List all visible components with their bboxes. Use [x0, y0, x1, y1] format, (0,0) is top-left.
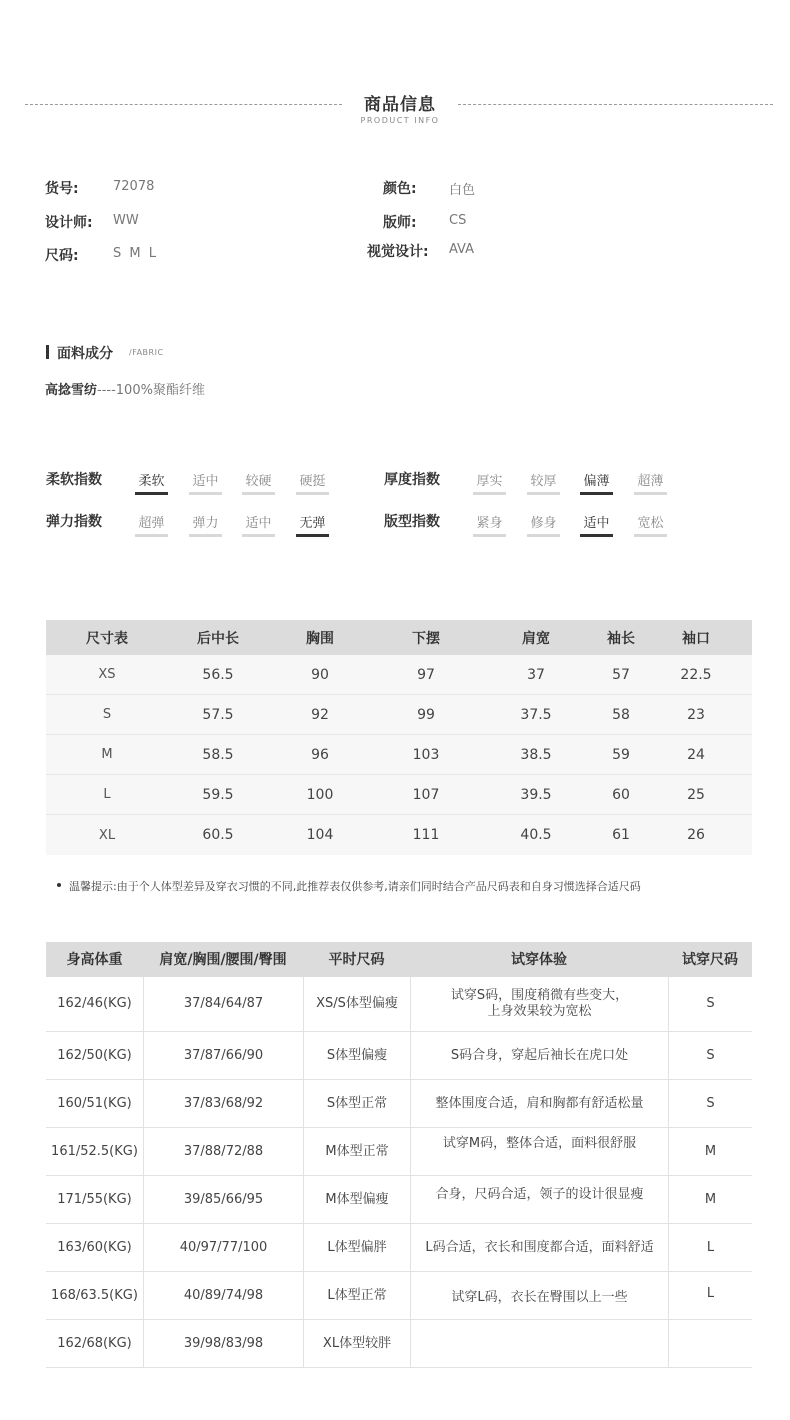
bullet-icon — [57, 883, 61, 887]
table-cell: 171/55(KG) — [57, 1191, 132, 1207]
table-cell: XS — [98, 667, 116, 682]
table-row — [46, 1032, 752, 1080]
table-cell: 39.5 — [520, 786, 552, 803]
info-label-size: 尺码: — [45, 248, 79, 264]
fit-option-tight: 紧身 — [473, 512, 506, 537]
fit-option-slim: 修身 — [527, 512, 560, 537]
table-cell: 60 — [612, 786, 630, 803]
fitting-comment-line: 试穿S码，围度稍微有些变大， — [450, 988, 629, 1003]
table-cell: 40/89/74/98 — [143, 1272, 303, 1319]
table-cell: S — [668, 977, 752, 1031]
table-cell: M — [101, 747, 113, 762]
table-cell: 59 — [612, 746, 630, 763]
info-label-visual-design: 视觉设计: — [367, 244, 429, 260]
table-cell: 92 — [311, 706, 329, 723]
table-row — [46, 695, 752, 735]
table-cell: 162/50(KG) — [57, 1047, 132, 1063]
size-table — [46, 620, 752, 855]
table-cell: L码合适，衣长和围度都合适，面料舒适 — [410, 1224, 668, 1271]
table-cell: 104 — [306, 827, 334, 843]
elasticity-option-none: 无弹 — [296, 512, 329, 537]
header-cell: 袖口 — [682, 630, 710, 647]
softness-index-label: 柔软指数 — [46, 472, 102, 488]
size-table-header — [46, 620, 752, 655]
fit-option-regular: 适中 — [580, 512, 613, 537]
table-cell: XL — [98, 827, 116, 843]
fabric-composition: ----100%聚酯纤维 — [97, 383, 205, 398]
header-cell: 袖长 — [607, 630, 635, 647]
table-row — [46, 735, 752, 775]
fabric-title-bar — [46, 345, 49, 359]
table-cell: M — [668, 1176, 752, 1223]
table-cell: XL体型较胖 — [303, 1320, 410, 1367]
header-cell: 肩宽 — [522, 630, 550, 647]
table-cell: 37 — [527, 666, 545, 683]
thickness-option-thick: 厚实 — [473, 470, 506, 495]
fitting-comment-line: 上身效果较为宽松 — [487, 1004, 592, 1019]
header-cell: 尺寸表 — [86, 630, 128, 647]
table-cell: 试穿L码，衣长在臀围以上一些 — [410, 1272, 668, 1319]
table-cell — [410, 977, 668, 1031]
table-cell: 100 — [306, 786, 334, 803]
table-cell: 107 — [412, 786, 440, 803]
table-row — [46, 1272, 752, 1320]
table-cell: XS/S体型偏瘦 — [303, 977, 410, 1031]
table-cell: 22.5 — [680, 666, 712, 683]
table-row — [46, 1176, 752, 1224]
table-cell: 整体围度合适，肩和胸都有舒适松量 — [410, 1080, 668, 1127]
table-cell: 37/88/72/88 — [143, 1128, 303, 1175]
info-value-pattern-maker: CS — [449, 213, 467, 228]
table-row — [46, 655, 752, 695]
fabric-composition-line — [45, 379, 205, 398]
table-cell — [668, 1320, 752, 1367]
table-cell: 试穿M码，整体合适，面料很舒服 — [410, 1128, 668, 1175]
table-cell: S体型偏瘦 — [303, 1032, 410, 1079]
thickness-option-thin: 偏薄 — [580, 470, 613, 495]
table-cell: M体型正常 — [303, 1128, 410, 1175]
thickness-index-label: 厚度指数 — [384, 472, 440, 488]
table-cell: 37/87/66/90 — [143, 1032, 303, 1079]
info-value-designer: WW — [113, 213, 139, 228]
section-subtitle: PRODUCT INFO — [360, 116, 440, 125]
section-title: 商品信息 — [364, 95, 436, 115]
table-cell: 58.5 — [202, 746, 234, 763]
softness-option-firm: 较硬 — [242, 470, 275, 495]
table-row — [46, 1128, 752, 1176]
table-cell: 57 — [612, 666, 630, 683]
softness-option-stiff: 硬挺 — [296, 470, 329, 495]
fit-index-label: 版型指数 — [384, 514, 440, 530]
table-cell: 40.5 — [520, 827, 552, 843]
table-cell: 96 — [311, 746, 329, 763]
table-cell: 162/46(KG) — [57, 996, 132, 1011]
table-cell: 59.5 — [202, 786, 234, 803]
table-row — [46, 977, 752, 1032]
table-row — [46, 775, 752, 815]
header-cell: 试穿尺码 — [682, 951, 738, 968]
fit-option-loose: 宽松 — [634, 512, 667, 537]
table-cell: S — [668, 1032, 752, 1079]
header-cell: 后中长 — [197, 630, 239, 647]
table-cell: 99 — [417, 706, 435, 723]
info-label-designer: 设计师: — [45, 215, 93, 231]
header-cell: 肩宽/胸围/腰围/臀围 — [159, 951, 287, 968]
fitting-table — [46, 942, 752, 1368]
table-cell: L体型正常 — [303, 1272, 410, 1319]
header-divider-left — [25, 104, 342, 105]
thickness-option-ultra-thin: 超薄 — [634, 470, 667, 495]
table-cell: 39/85/66/95 — [143, 1176, 303, 1223]
table-cell: L体型偏胖 — [303, 1224, 410, 1271]
table-cell: 58 — [612, 706, 630, 723]
table-cell: 23 — [687, 706, 705, 723]
table-cell: 161/52.5(KG) — [51, 1143, 138, 1159]
elasticity-index-label: 弹力指数 — [46, 514, 102, 530]
table-cell: S — [668, 1080, 752, 1127]
table-cell: 25 — [687, 786, 705, 803]
info-label-color: 颜色: — [383, 181, 417, 197]
table-row — [46, 1080, 752, 1128]
table-cell: L — [668, 1224, 752, 1271]
table-cell: 37.5 — [520, 706, 552, 723]
table-cell: S码合身，穿起后袖长在虎口处 — [410, 1032, 668, 1079]
table-cell: 163/60(KG) — [57, 1239, 132, 1255]
info-value-visual-design: AVA — [449, 242, 475, 257]
softness-option-medium: 适中 — [189, 470, 222, 495]
table-cell: 103 — [412, 746, 440, 763]
table-row — [46, 1320, 752, 1368]
thickness-option-thicker: 较厚 — [527, 470, 560, 495]
table-cell — [410, 1320, 668, 1367]
info-value-item-no: 72078 — [113, 179, 155, 194]
header-divider-right — [458, 104, 773, 105]
fabric-subtitle: /FABRIC — [129, 348, 164, 357]
table-cell: 40/97/77/100 — [143, 1224, 303, 1271]
elasticity-option-medium: 适中 — [242, 512, 275, 537]
table-cell: M体型偏瘦 — [303, 1176, 410, 1223]
table-cell: 39/98/83/98 — [143, 1320, 303, 1367]
fitting-table-header — [46, 942, 752, 977]
softness-option-soft: 柔软 — [135, 470, 168, 495]
table-cell: 168/63.5(KG) — [51, 1287, 138, 1303]
table-cell: S体型正常 — [303, 1080, 410, 1127]
table-cell: 60.5 — [202, 827, 234, 843]
fabric-title: 面料成分 — [57, 346, 113, 362]
table-cell: 111 — [412, 827, 440, 843]
table-cell: 26 — [687, 827, 705, 843]
table-cell: 合身，尺码合适，领子的设计很显瘦 — [410, 1176, 668, 1223]
table-cell: 38.5 — [520, 746, 552, 763]
table-cell: 97 — [417, 666, 435, 683]
table-cell: 160/51(KG) — [57, 1095, 132, 1111]
table-cell: 57.5 — [202, 706, 234, 723]
table-cell: 37/84/64/87 — [143, 977, 303, 1031]
table-cell: S — [102, 707, 112, 722]
table-cell: M — [668, 1128, 752, 1175]
fabric-name: 高捻雪纺 — [45, 383, 98, 398]
table-cell: 56.5 — [202, 666, 234, 683]
header-cell: 平时尺码 — [328, 951, 385, 968]
table-row — [46, 815, 752, 855]
header-cell: 试穿体验 — [511, 951, 567, 968]
table-cell: L — [668, 1272, 752, 1319]
table-cell: 24 — [687, 746, 705, 763]
elasticity-option-stretch: 弹力 — [189, 512, 222, 537]
table-cell: 90 — [311, 666, 329, 683]
header-cell: 胸围 — [306, 630, 334, 647]
info-label-pattern-maker: 版师: — [383, 215, 417, 231]
elasticity-option-super: 超弹 — [135, 512, 168, 537]
info-label-item-no: 货号: — [45, 181, 79, 197]
info-value-color: 白色 — [449, 183, 476, 198]
header-cell: 身高体重 — [66, 951, 123, 968]
table-cell: 37/83/68/92 — [143, 1080, 303, 1127]
table-cell: 61 — [612, 827, 630, 843]
table-cell: 162/68(KG) — [57, 1335, 132, 1351]
header-cell: 下摆 — [412, 630, 440, 647]
info-value-size: S M L — [113, 246, 158, 261]
table-row — [46, 1224, 752, 1272]
size-tip-text: 温馨提示:由于个人体型差异及穿衣习惯的不同,此推荐表仅供参考,请亲们同时结合产品尺码表和自身习惯选择合适尺码 — [69, 880, 641, 893]
table-cell: L — [103, 787, 111, 802]
